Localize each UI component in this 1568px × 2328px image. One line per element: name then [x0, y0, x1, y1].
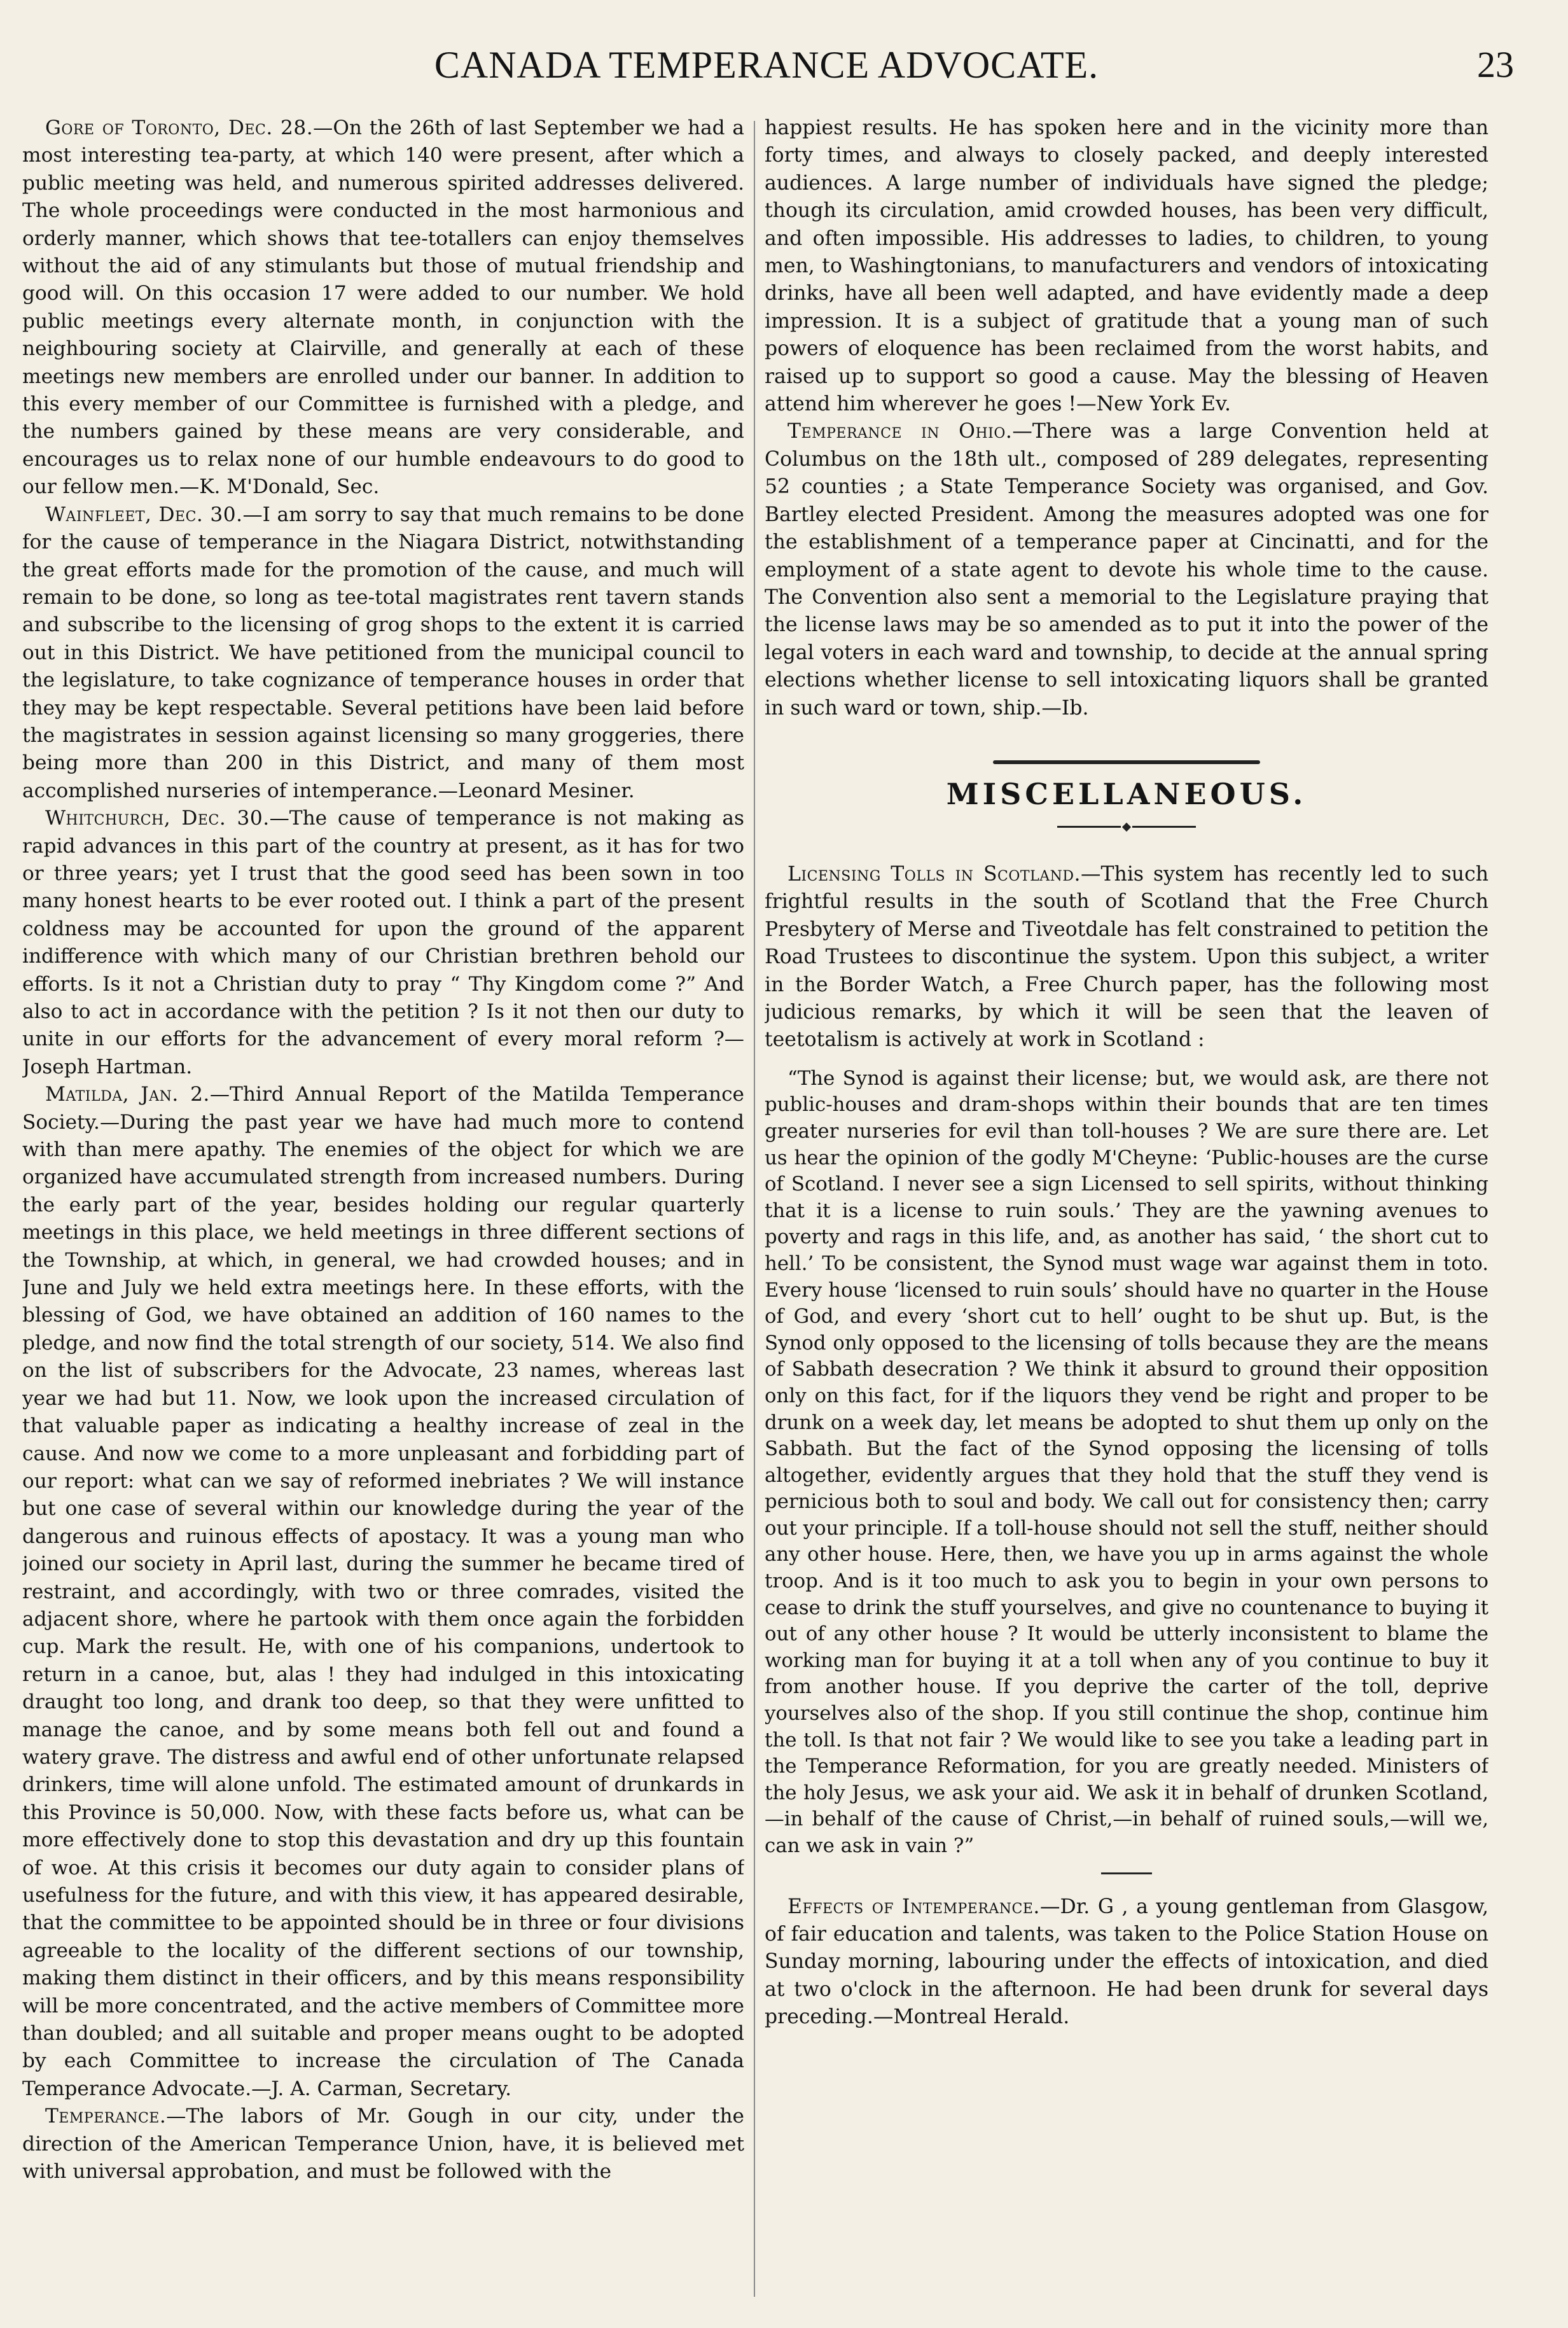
ornament-rule — [765, 760, 1488, 764]
section-title: MISCELLANEOUS. — [946, 776, 1307, 811]
page-header — [19, 43, 1514, 113]
article-matilda — [22, 1081, 744, 2103]
article-lead: Temperance. — [45, 2105, 167, 2128]
article-body: —This system has recently led to such frightful results in the south of Scotland that the Free Church Presbytery of Merse and Tiveotdale has felt constrained to petition the Road Trustees to discontinue the system. Upon this subject, a writer in the Border Watch, a Free Church paper, has the following most judicious remarks, by which it will be seen that the leaven of teetotalism is actively at work in Scotland : — [765, 862, 1488, 1052]
article-lead: Licensing Tolls in Scotland. — [787, 862, 1081, 886]
page-number: 23 — [1477, 44, 1514, 85]
article-body: —On the 26th of last September we had a most interesting tea-party, at which 140 were present, after which a public meeting was held, and numerous spirited addresses delivered. The whole proceedings were conducted in the most harmonious and orderly manner, which shows that tee-totallers can enjoy themselves without the aid of any stimulants but those of mutual friendship and good will. On this occasion 17 were added to our number. We hold public meetings every alternate month, in conjunction with the neighbouring society at Clairville, and generally at each of these meetings new members are enrolled under our banner. In addition to this every member of our Committee is furnished with a pledge, and the numbers gained by these means are very considerable, and encourages us to relax none of our humble endeavours to do good to our fellow men.—K. M'Donald, Sec. — [22, 116, 744, 499]
article-body: —There was a large Convention held at Columbus on the 18th ult., composed of 289 delegates, representing 52 counties ; a State Temperance Society was organised, and Gov. Bartley elected President. Among the measures adopted was one for the establishment of a temperance paper at Cincinatti, and for the employment of a state agent to devote his whole time to the cause. The Convention also sent a memorial to the Legislature praying that the license laws may be so amended as to put it into the power of the legal voters in each ward and township, to decide at the annual spring elections whether license to sell intoxicating liquors shall be granted in such ward or town, ship.—Ib. — [765, 420, 1488, 720]
article-body: —I am sorry to say that much remains to be done for the cause of temperance in the Niagara District, notwithstanding the great efforts made for the promotion of the cause, and much will remain to be done, so long as tee-total magistrates rent tavern stands and subscribe to the licensing of grog shops to the extent it is carried out in this District. We have petitioned from the municipal council to the legislature, to take cognizance of temperance houses in order that they may be kept respectable. Several petitions have been laid before the magistrates in session against licensing so many groggeries, there being more than 200 in this District, and many of them most accomplished nurseries of intemperance.—Leonard Mesiner. — [22, 503, 744, 802]
article-body: —The labors of Mr. Gough in our city, under the direction of the American Temperance Union, have, it is believed met with universal approbation, and must be followed with the — [22, 2105, 744, 2184]
article-wainfleet — [22, 501, 744, 805]
running-title: CANADA TEMPERANCE ADVOCATE. — [434, 44, 1099, 86]
article-effects-of-intemperance — [765, 1893, 1488, 2032]
article-temperance-in-ohio — [765, 418, 1488, 721]
article-gore-of-toronto — [22, 115, 744, 501]
article-body: —The cause of temperance is not making as rapid advances in this part of the country at present, as it has for two or three years; yet I trust that the good seed has been sown in too many honest hearts to be ever rooted out. I think a part of the present coldness may be accounted for upon the ground of the apparent indifference with which many of our Christian brethren behold our efforts. Is it not a Christian duty to pray “ Thy Kingdom come ?” And also to act in accordance with the petition ? Is it not then our duty to unite in our efforts for the advancement of every moral reform ?—Joseph Hartman. — [22, 807, 744, 1078]
article-temperance — [22, 2103, 744, 2185]
left-column — [22, 115, 744, 2303]
article-lead: Wainfleet, Dec. 30. — [45, 503, 243, 526]
article-whitchurch — [22, 805, 744, 1081]
article-continuation: happiest results. He has spoken here and in the vicinity more than forty times, and always to closely packed, and deeply interested audiences. A large number of individuals have signed the pledge; though its circulation, amid crowded houses, has been very difficult, and often impossible. His addresses to ladies, to children, to young men, to Washingtonians, to manufacturers and vendors of intoxicating drinks, have all been well adapted, and have evidently made a deep impression. It is a subject of gratitude that a young man of such powers of eloquence has been reclaimed from the worst habits, and raised up to support so good a cause. May the blessing of Heaven attend him wherever he goes !—New York Ev. — [765, 116, 1488, 416]
ornament-divider — [765, 824, 1488, 830]
right-column — [765, 115, 1488, 2303]
article-body: —Dr. G , a young gentleman from Glasgow, of fair education and talents, was taken to the Police Station House on Sunday morning, labouring under the effects of intoxication, and died at two o'clock in the afternoon. He had been drunk for several days preceding.—Montreal Herald. — [765, 1895, 1488, 2029]
article-lead: Temperance in Ohio. — [787, 420, 1013, 443]
short-rule — [1101, 1872, 1152, 1874]
quoted-passage: “The Synod is against their license; but, we would ask, are there not public-houses and dram-shops within their bounds that are ten times greater nurseries for evil than toll-houses ? We are sure there are. Let us hear the opinion of the godly M'Cheyne: ‘Public-houses are the curse of Scotland. I never see a sign Licensed to sell spirits, without thinking that it is a license to ruin souls.’ They are the yawning avenues to poverty and rags in this life, and, as another has said, ‘ the short cut to hell.’ To be consistent, the Synod must wage war against them in toto. Every house ‘licensed to ruin souls’ should have no quarter in the House of God, and every ‘short cut to hell’ ought to be shut up. But, is the Synod only opposed to the licensing of tolls because they are the means of Sabbath desecration ? We think it absurd to ground their opposition only on this fact, for if the liquors they vend be right and proper to be drunk on a week day, let means be adopted to shut them up only on the Sabbath. But the fact of the Synod opposing the licensing of tolls altogether, evidently argues that they hold that the stuff they vend is pernicious both to soul and body. We call out for consistency then; carry out your principle. If a toll-house should not sell the stuff, neither should any other house. Here, then, we have you up in arms against the whole troop. And is it too much to ask you to begin in your own persons to cease to drink the stuff yourselves, and give no countenance to buying it out of any other house ? It would be utterly inconsistent to blame the working man for buying it at a toll when any of you continue to buy it from another house. If you deprive the carter of the toll, deprive yourselves also of the shop. If you still continue the shop, continue him the toll. Is that not fair ? We would like to see you take a leading part in the Temperance Reformation, for you are greatly needed. Ministers of the holy Jesus, we ask your aid. We ask it in behalf of drunken Scotland,—in behalf of the cause of Christ,—in behalf of ruined souls,—will we, can we ask in vain ?” — [765, 1066, 1488, 1857]
article-lead: Gore of Toronto, Dec. 28. — [45, 116, 314, 139]
article-lead: Whitchurch, Dec. 30. — [45, 807, 270, 830]
column-divider — [754, 121, 755, 2297]
article-body: —Third Annual Report of the Matilda Temperance Society.—During the past year we have had much more to contend with than mere apathy. The enemies of the object for which we are organized have accumulated strength from increased numbers. During the early part of the year, besides holding our regular quarterly meetings in this place, we held meetings in three different sections of the Township, at which, in general, we had crowded houses; and in June and July we held extra meetings here. In these efforts, with the blessing of God, we have obtained an addition of 160 names to the pledge, and now find the total strength of our society, 514. We also find on the list of subscribers for the Advocate, 23 names, whereas last year we had but 11. Now, we look upon the increased circulation of that valuable paper as indicating a healthy increase of zeal in the cause. And now we come to a more unpleasant and forbidding part of our report: what can we say of reformed inebriates ? We will instance but one case of several within our knowledge during the year of the dangerous and ruinous effects of apostacy. It was a young man who joined our society in April last, during the summer he became tired of restraint, and accordingly, with two or three comrades, visited the adjacent shore, where he partook with them once again the forbidden cup. Mark the result. He, with one of his companions, undertook to return in a canoe, but, alas ! they had indulged in this intoxicating draught too long, and drank too deep, so that they were unfitted to manage the canoe, and by some means both fell out and found a watery grave. The distress and awful end of other unfortunate relapsed drinkers, time will alone unfold. The estimated amount of drunkards in this Province is 50,000. Now, with these facts before us, what can be more effectively done to stop this devastation and dry up this fountain of woe. At this crisis it becomes our duty again to consider plans of usefulness for the future, and with this view, it has appeared desirable, that the committee to be appointed should be in three or four divisions agreeable to the locality of the different sections of our township, making them distinct in their officers, and by this means responsibility will be more concentrated, and the active members of Committee more than doubled; and all suitable and proper means ought to be adopted by each Committee to increase the circulation of The Canada Temperance Advocate.—J. A. Carman, Secretary. — [22, 1083, 744, 2100]
article-lead: Effects of Intemperance. — [787, 1895, 1040, 1918]
article-licensing-tolls — [765, 861, 1488, 1054]
article-lead: Matilda, Jan. 2. — [45, 1083, 210, 1106]
